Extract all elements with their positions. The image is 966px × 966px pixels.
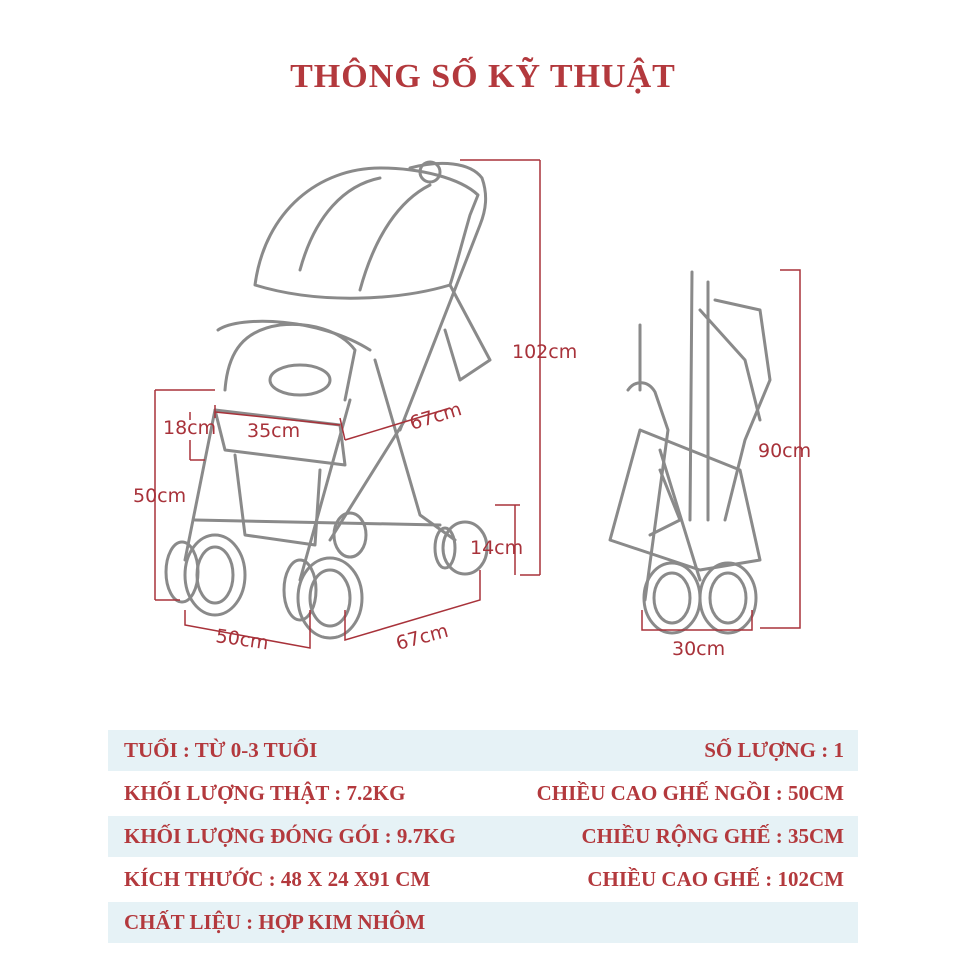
spec-seat-sitting-height: CHIỀU CAO GHẾ NGỒI : 50CM — [536, 781, 844, 805]
spec-row — [108, 859, 858, 900]
spec-size: KÍCH THƯỚC : 48 X 24 X91 CM — [124, 867, 431, 891]
dim-wheelbase: 67cm — [393, 619, 451, 655]
spec-material: CHẤT LIỆU : HỢP KIM NHÔM — [124, 910, 426, 934]
spec-quantity: SỐ LƯỢNG : 1 — [704, 738, 844, 762]
dim-armrest-height: 18cm — [163, 417, 217, 439]
spec-row — [108, 902, 858, 943]
dim-seat-depth: 67cm — [407, 398, 465, 435]
dim-wheel-height: 14cm — [470, 537, 524, 559]
page-title: THÔNG SỐ KỸ THUẬT — [290, 58, 676, 95]
spec-packed-weight: KHỐI LƯỢNG ĐÓNG GÓI : 9.7KG — [124, 824, 456, 848]
spec-row — [108, 730, 858, 771]
spec-row — [108, 816, 858, 857]
dim-folded-height: 90cm — [758, 440, 812, 462]
spec-row — [108, 773, 858, 814]
dim-seat-width: 35cm — [247, 420, 301, 442]
spec-table — [108, 730, 858, 945]
dim-seat-height: 50cm — [133, 485, 187, 507]
spec-age: TUỔI : TỪ 0-3 TUỔI — [124, 738, 318, 762]
dim-total-height: 102cm — [512, 341, 578, 363]
dim-folded-width: 30cm — [672, 638, 726, 660]
spec-actual-weight: KHỐI LƯỢNG THẬT : 7.2KG — [124, 781, 406, 805]
stroller-folded-drawing — [610, 272, 770, 633]
spec-seat-height: CHIỀU CAO GHẾ : 102CM — [587, 867, 844, 891]
spec-seat-width: CHIỀU RỘNG GHẾ : 35CM — [581, 824, 844, 848]
dim-rear-base: 50cm — [214, 625, 270, 655]
stroller-open-drawing — [166, 162, 490, 638]
